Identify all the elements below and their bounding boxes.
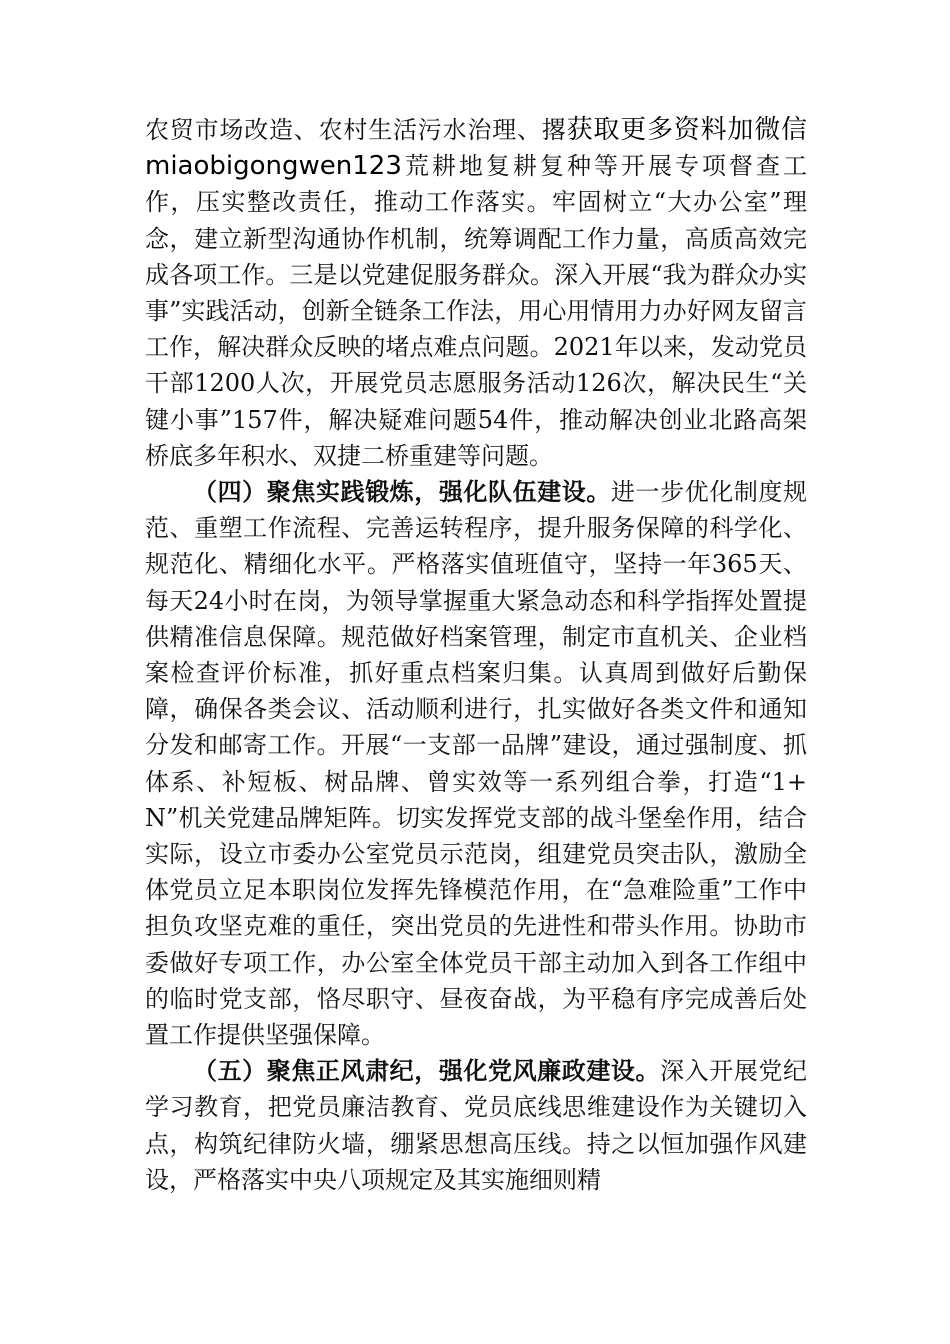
- document-page: [145, 112, 807, 1198]
- paragraph-section-four: [145, 474, 807, 1053]
- watermark-text: 获取更多资料加微信 miaobigongwen123: [145, 115, 807, 182]
- paragraph-continuation: [145, 112, 807, 474]
- section-heading: （四）聚焦实践锻炼，强化队伍建设。: [193, 477, 611, 507]
- paragraph-text: 农贸市场改造、农村生活污水治理、撂: [145, 116, 567, 144]
- section-heading: （五）聚焦正风肃纪，强化党风廉政建设。: [193, 1056, 661, 1086]
- paragraph-text: 荒耕地复耕复种等开展专项督查工作，压实整改责任，推动工作落实。牢固树立“大办公室”理念，建立新型沟通协作机制，统筹调配工作力量，高质高效完成各项工作。三是以党建促服务群众。深入开展“我为群众办实事”实践活动，创新全链条工作法，用心用情用力办好网友留言工作，解决群众反映的堵点难点问题。2021年以来，发动党员干部1200人次，开展党员志愿服务活动126次，解决民生“关键小事”157件，解决疑难问题54件，推动解决创业北路高架桥底多年积水、双捷二桥重建等问题。: [145, 152, 807, 470]
- paragraph-text: 深入开展党纪学习教育，把党员廉洁教育、党员底线思维建设作为关键切入点，构筑纪律防火墙，绷紧思想高压线。持之以恒加强作风建设，严格落实中央八项规定及其实施细则精: [145, 1057, 808, 1194]
- paragraph-section-five: [145, 1053, 807, 1198]
- paragraph-text: 进一步优化制度规范、重塑工作流程、完善运转程序，提升服务保障的科学化、规范化、精细化水平。严格落实值班值守，坚持一年365天、每天24小时在岗，为领导掌握重大紧急动态和科学指挥处置提供精准信息保障。规范做好档案管理，制定市直机关、企业档案检查评价标准，抓好重点档案归集。认真周到做好后勤保障，确保各类会议、活动顺利进行，扎实做好各类文件和通知分发和邮寄工作。开展“一支部一品牌”建设，通过强制度、抓体系、补短板、树品牌、曾实效等一系列组合拳，打造“1+N”机关党建品牌矩阵。切实发挥党支部的战斗堡垒作用，结合实际，设立市委办公室党员示范岗，组建党员突击队，激励全体党员立足本职岗位发挥先锋模范作用，在“急难险重”工作中担负攻坚克难的重任，突出党员的先进性和带头作用。协助市委做好专项工作，办公室全体党员干部主动加入到各工作组中的临时党支部，恪尽职守、昼夜奋战，为平稳有序完成善后处置工作提供坚强保障。: [145, 478, 808, 1050]
